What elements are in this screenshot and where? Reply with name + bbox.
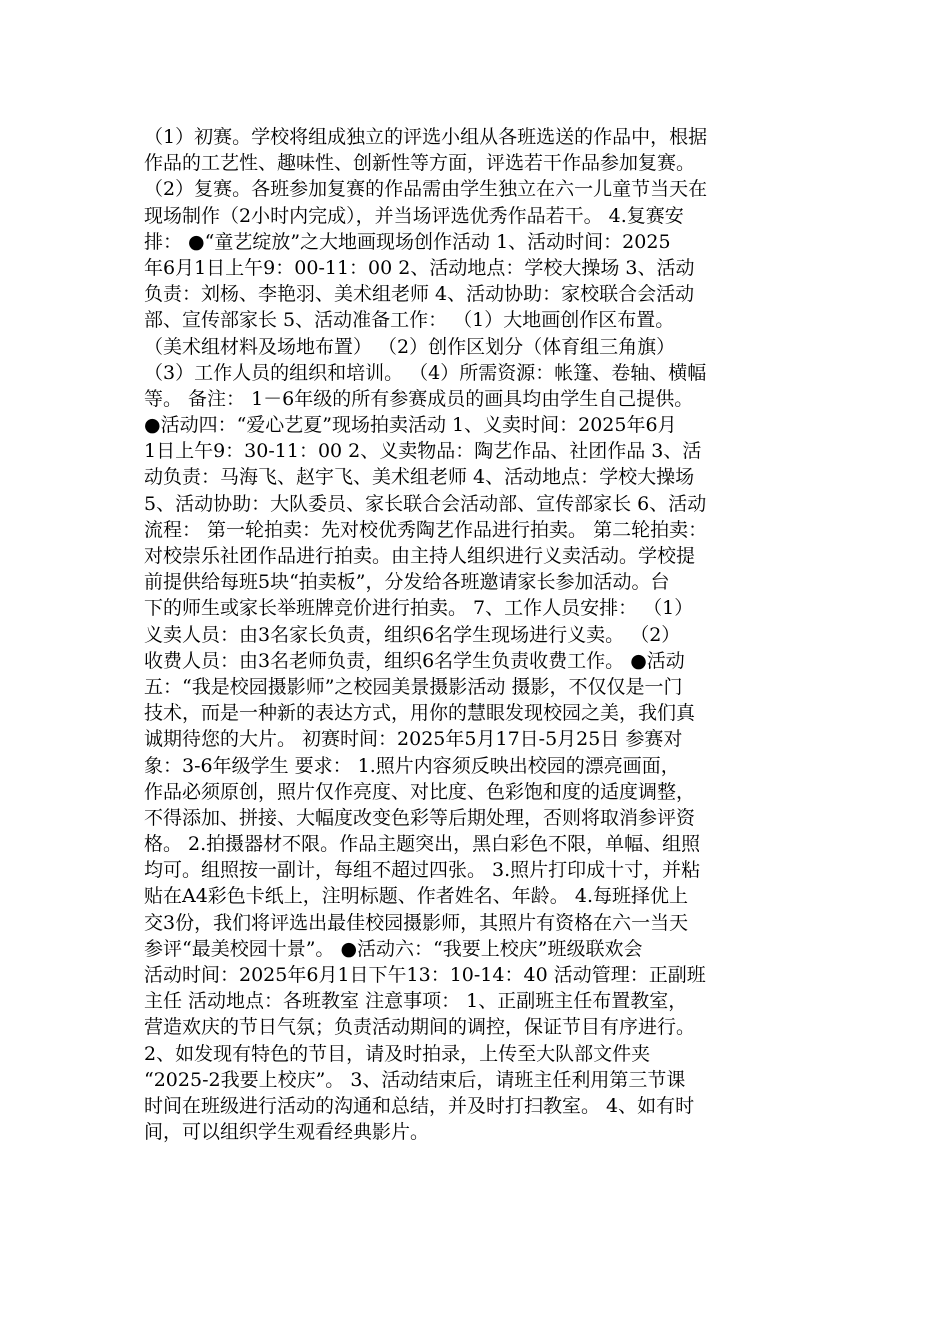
text-line: 现场制作（2小时内完成），并当场评选优秀作品若干。 4.复赛安 [144, 204, 684, 227]
text-line: 1日上午9：30-11：00 2、义卖物品：陶艺作品、社团作品 3、活 [144, 440, 702, 463]
text-line: 收费人员：由3名老师负责，组织6名学生负责收费工作。 ●活动 [144, 649, 685, 672]
text-line: 诚期待您的大片。 初赛时间：2025年5月17日-5月25日 参赛对 [144, 728, 683, 751]
text-line: 动负责：马海飞、赵宇飞、美术组老师 4、活动地点：学校大操场 [144, 466, 695, 489]
text-line: 作品的工艺性、趣味性、创新性等方面，评选若干作品参加复赛。 [144, 152, 696, 175]
text-line: 主任 活动地点：各班教室 注意事项： 1、正副班主任布置教室， [144, 990, 688, 1013]
text-line: 不得添加、拼接、大幅度改变色彩等后期处理，否则将取消参评资 [144, 806, 696, 829]
text-line: 5、活动协助：大队委员、家长联合会活动部、宣传部家长 6、活动 [144, 492, 707, 515]
text-line: 间，可以组织学生观看经典影片。 [144, 1121, 430, 1144]
text-line: 负责：刘杨、李艳羽、美术组老师 4、活动协助：家校联合会活动 [144, 283, 695, 306]
text-line: 对校崇乐社团作品进行拍卖。由主持人组织进行义卖活动。学校提 [144, 545, 696, 567]
text-line: （2）复赛。各班参加复赛的作品需由学生独立在六一儿童节当天在 [144, 178, 708, 201]
text-line: 格。 2.拍摄器材不限。作品主题突出，黑白彩色不限，单幅、组照 [144, 833, 701, 856]
text-line: 排： ●“童艺绽放”之大地画现场创作活动 1、活动时间：2025 [144, 230, 671, 253]
text-line: 五：“我是校园摄影师”之校园美景摄影活动 摄影，不仅仅是一门 [144, 675, 683, 698]
text-line: ●活动四：“爱心艺夏”现场拍卖活动 1、义卖时间：2025年6月 [144, 414, 677, 437]
text-line: 活动时间：2025年6月1日下午13：10-14：40 活动管理：正副班 [144, 964, 706, 986]
text-line: 2、如发现有特色的节目，请及时拍录，上传至大队部文件夹 [144, 1042, 651, 1065]
text-line: 前提供给每班5块“拍卖板”，分发给各班邀请家长参加活动。台 [144, 571, 670, 594]
text-line: 年6月1日上午9：00-11：00 2、活动地点：学校大操场 3、活动 [144, 256, 695, 279]
text-line: 参评“最美校园十景”。 ●活动六：“我要上校庆”班级联欢会 [144, 937, 643, 960]
text-line: 流程： 第一轮拍卖：先对校优秀陶艺作品进行拍卖。 第二轮拍卖： [144, 518, 708, 541]
text-line: 交3份，我们将评选出最佳校园摄影师，其照片有资格在六一当天 [144, 911, 689, 934]
text-line: 均可。组照按一副计，每组不超过四张。 3.照片打印成十寸，并粘 [144, 859, 701, 882]
text-line: 营造欢庆的节日气氛；负责活动期间的调控，保证节目有序进行。 [144, 1016, 696, 1039]
text-line: 义卖人员：由3名家长负责，组织6名学生现场进行义卖。 （2） [144, 623, 681, 646]
text-line: （1）初赛。学校将组成独立的评选小组从各班选送的作品中，根据 [144, 126, 708, 148]
text-line: （美术组材料及场地布置） （2）创作区划分（体育组三角旗） [144, 335, 676, 358]
text-line: 下的师生或家长举班牌竞价进行拍卖。 7、工作人员安排： （1） [144, 597, 694, 620]
text-line: 象：3-6年级学生 要求： 1.照片内容须反映出校园的漂亮画面， [144, 754, 680, 777]
text-line: （3）工作人员的组织和培训。 （4）所需资源：帐篷、卷轴、横幅 [144, 361, 707, 384]
text-line: 作品必须原创，照片仅作亮度、对比度、色彩饱和度的适度调整， [144, 780, 696, 803]
text-line: 贴在A4彩色卡纸上，注明标题、作者姓名、年龄。 4.每班择优上 [144, 885, 688, 908]
text-line: 等。 备注： 1－6年级的所有参赛成员的画具均由学生自己提供。 [144, 387, 694, 410]
body-text [144, 124, 808, 1145]
text-line: “2025-2我要上校庆”。 3、活动结束后，请班主任利用第三节课 [144, 1068, 686, 1091]
text-line: 技术，而是一种新的表达方式，用你的慧眼发现校园之美，我们真 [144, 702, 696, 725]
text-line: 部、宣传部家长 5、活动准备工作： （1）大地画创作区布置。 [144, 309, 675, 332]
text-line: 时间在班级进行活动的沟通和总结，并及时打扫教室。 4、如有时 [144, 1094, 695, 1117]
